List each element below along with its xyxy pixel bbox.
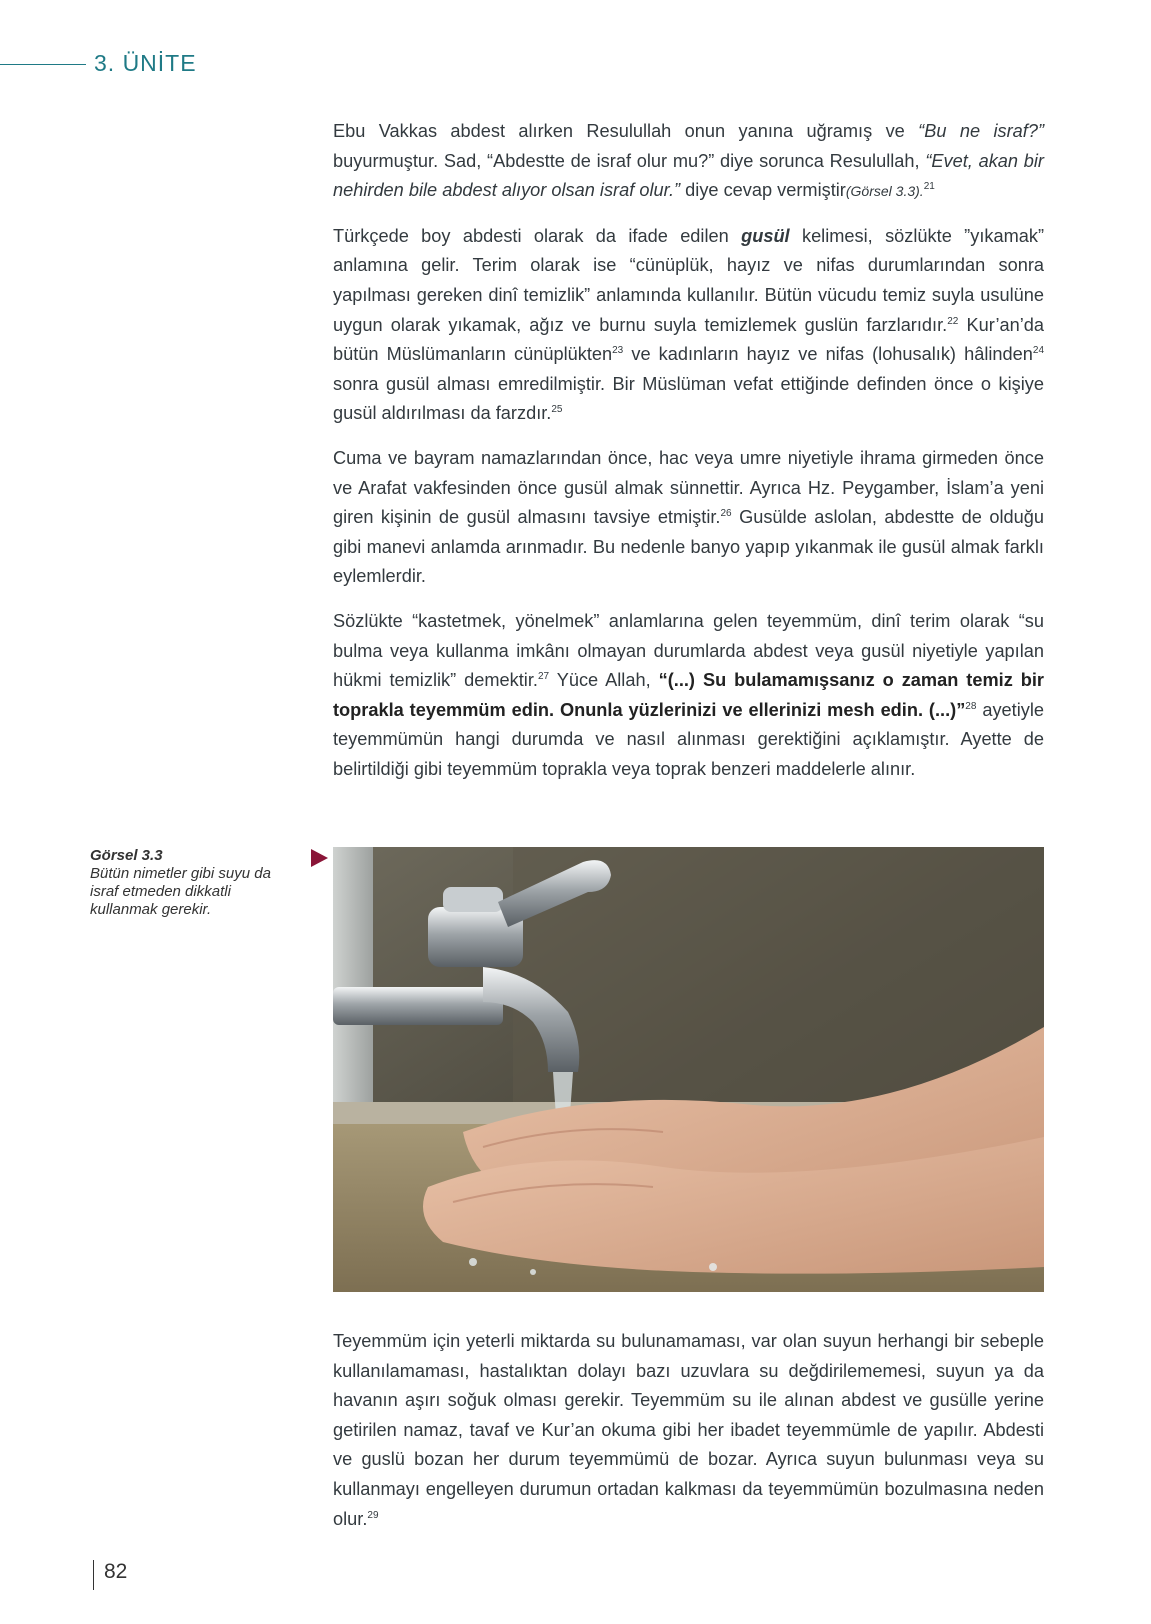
p1-quote-1: “Bu ne israf?” [918,121,1044,141]
footnote-ref-29: 29 [367,1509,379,1521]
p4-text: Sözlükte “kastetmek, yönelmek” anlamlarına gelen teyemmüm, dinî terim olarak “su bulma veya kullanma imkânı olmayan durumlarda abdest veya gusül niyetiyle yapılan hükmi temizlik” demektir. [333,610,1044,691]
p3-text: Cuma ve bayram namazlarından önce, hac veya umre niyetiyle ihrama girmeden önce ve Arafat vakfesinden önce gusül almak sünnettir. Ayrıca Hz. Peygamber, İslam’a yeni giren kişinin de gusül almasını tavsiye etmiştir. [333,447,1044,528]
p4-text-3: ayetiyle teyemmümün hangi durumda ve nasıl alınması gerektiğini açıklamıştır. Ayette de belirtildiği gibi teyemmüm toprakla veya toprak benzeri maddelerle alınır. [333,699,1044,779]
p3-text-2: Gusülde aslolan, abdestte de olduğu gibi manevi anlamda arınmadır. Bu nedenle banyo yapıp yıkanmak ile gusül almak farklı eylemlerdir. [333,507,1044,587]
footnote-ref-21: 21 [923,181,935,193]
p5-text: Teyemmüm için yeterli miktarda su bulunamaması, var olan suyun herhangi bir sebeple kullanılamaması, hastalıktan dolayı bazı uzuvlara su değdirilememesi, suyun ya da havanın aşırı soğuk olması gerekir. Teyemmüm su ile alınan abdest ve gusülle yerine getirilen namaz, tavaf ve Kur’an okuma gibi her ibadet teyemmümle de yapılır. Abdesti ve guslü bozan her durum teyemmümü de bozar. Ayrıca suyun bulunması veya su kullanmayı engelleyen durumun ortadan kalkması da teyemmümün bozulmasına neden olur. [333,1331,1044,1529]
unit-title: 3. ÜNİTE [94,50,197,76]
p4-text-2: Yüce Allah, [549,670,659,691]
figure-caption-text: Bütün nimetler gibi suyu da israf etmeden dikkatli kullanmak gerekir. [90,865,271,918]
p2-text-2: kelimesi, sözlükte ”yıkamak” anlamına gelir. Terim olarak ise “cünüplük, hayız ve nifas durumlarından sonra yapılması gereken dinî temizlik” anlamında kullanılır. Bütün vücudu temiz suyla usulüne uygun olarak yıkamak, ağız ve burnu suyla temizlemek guslün farzlarıdır. [333,225,1045,335]
p2-text: Türkçede boy abdesti olarak da ifade edilen [333,225,742,246]
footnote-ref-26: 26 [720,508,732,520]
figure-title: Görsel 3.3 [90,847,163,864]
p1-text-3: diye cevap vermiştir [680,180,846,201]
text-block-top [333,117,1044,799]
p2-text-4: ve kadınların hayız ve nifas (lohusalık) hâlinden [623,344,1033,365]
p1-figure-ref: (Görsel 3.3). [845,183,924,200]
p2-text-3: Kur’an’da bütün Müslümanların cünüplükten [333,314,1044,365]
figure-photo [333,847,1044,1292]
footnote-ref-24: 24 [1032,345,1045,357]
p1-text-2: buyurmuştur. Sad, “Abdestte de israf olur mu?” diye sorunca Resulullah, [333,150,926,171]
footnote-ref-27: 27 [537,671,550,683]
figure-caption [90,847,300,919]
footnote-ref-22: 22 [947,315,959,327]
verse-quote: “(...) Su bulamamışsanız o zaman temiz bir toprakla teyemmüm edin. Onunla yüzlerinizi ve ellerinizi mesh edin. (...)” [333,670,1044,720]
paragraph-1 [333,117,1044,207]
footnote-ref-23: 23 [612,345,624,357]
paragraph-2 [333,222,1044,429]
header-rule [0,64,86,65]
page-number-rule [93,1560,94,1590]
text-block-bottom [333,1327,1044,1549]
p1-quote-2: “Evet, akan bir nehirden bile abdest alıyor olsan israf olur.” [333,150,1044,201]
term-gusul: gusül [741,225,790,246]
paragraph-3 [333,444,1044,592]
p2-text-5: sonra gusül alması emredilmiştir. Bir Müslüman vefat ettiğinde definden önce o kişiye gusül aldırılması da farzdır. [333,373,1044,424]
p1-text: Ebu Vakkas abdest alırken Resulullah onun yanına uğramış ve [333,121,919,141]
handwashing-photo-illustration [333,847,1044,1292]
footnote-ref-28: 28 [965,700,977,712]
paragraph-4 [333,607,1044,785]
footnote-ref-25: 25 [551,404,563,416]
paragraph-5 [333,1327,1044,1534]
page-number: 82 [104,1560,128,1583]
caption-arrow-icon [311,849,328,867]
